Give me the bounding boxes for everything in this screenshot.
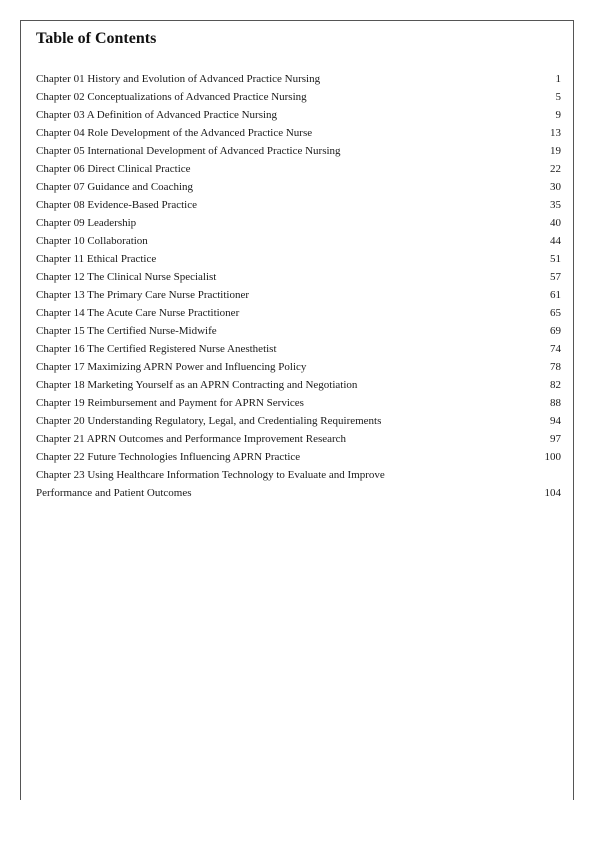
toc-entry[interactable]	[36, 358, 561, 376]
toc-entry-title: Chapter 03 A Definition of Advanced Practice Nursing	[36, 109, 278, 121]
toc-entry-title: Chapter 15 The Certified Nurse-Midwife	[36, 325, 217, 337]
toc-entry-page: 100	[544, 451, 561, 463]
toc-entry-page: 9	[555, 109, 561, 121]
toc-entry-page: 88	[550, 397, 561, 409]
toc-entry-title: Chapter 01 History and Evolution of Advanced Practice Nursing	[36, 73, 321, 85]
toc-entry[interactable]	[36, 250, 561, 268]
toc-entry[interactable]	[36, 178, 561, 196]
toc-entry-title: Chapter 20 Understanding Regulatory, Legal, and Credentialing Requirements	[36, 415, 382, 427]
toc-entry-title: Chapter 16 The Certified Registered Nurse Anesthetist	[36, 343, 277, 355]
toc-entry-title: Chapter 18 Marketing Yourself as an APRN Contracting and Negotiation	[36, 379, 358, 391]
toc-entry-title: Chapter 13 The Primary Care Nurse Practitioner	[36, 289, 250, 301]
toc-entry-page: 94	[550, 415, 561, 427]
toc-entry[interactable]	[36, 124, 561, 142]
toc-entry-page: 97	[550, 433, 561, 445]
toc-entry[interactable]	[36, 88, 561, 106]
toc-entry[interactable]	[36, 232, 561, 250]
toc-entry-title: Chapter 19 Reimbursement and Payment for APRN Services	[36, 397, 304, 409]
toc-entry-page: 51	[550, 253, 561, 265]
toc-entry-page: 1	[555, 73, 561, 85]
toc-entry[interactable]	[36, 448, 561, 466]
toc-entry-title: Chapter 12 The Clinical Nurse Specialist	[36, 271, 217, 283]
toc-entry-page: 82	[550, 379, 561, 391]
toc-entry-title: Chapter 08 Evidence-Based Practice	[36, 199, 197, 211]
toc-entry-page: 61	[550, 289, 561, 301]
toc-entry-page: 104	[544, 487, 561, 499]
toc-entry[interactable]	[36, 412, 561, 430]
toc-entry-title: Chapter 22 Future Technologies Influencing APRN Practice	[36, 451, 301, 463]
page-title: Table of Contents	[36, 30, 157, 47]
toc-entry[interactable]	[36, 340, 561, 358]
toc-entry-title: Chapter 10 Collaboration	[36, 235, 148, 247]
toc-entry-title: Chapter 11 Ethical Practice	[36, 253, 157, 265]
toc-entry-title: Chapter 14 The Acute Care Nurse Practitioner	[36, 307, 240, 319]
toc-entry[interactable]	[36, 286, 561, 304]
toc-entry[interactable]	[36, 70, 561, 88]
toc-entry-page: 40	[550, 217, 561, 229]
toc-entry[interactable]	[36, 322, 561, 340]
toc-entry-title: Chapter 23 Using Healthcare Information Technology to Evaluate and Improve Performance and Patient Outcomes	[36, 469, 385, 499]
toc-entry-title: Chapter 17 Maximizing APRN Power and Influencing Policy	[36, 361, 307, 373]
toc-entry-page: 5	[555, 91, 561, 103]
toc-entry[interactable]	[36, 376, 561, 394]
toc-entry-page: 74	[550, 343, 561, 355]
toc-entry-title: Chapter 02 Conceptualizations of Advanced Practice Nursing	[36, 91, 307, 103]
toc-entry[interactable]	[36, 394, 561, 412]
toc-entry[interactable]	[36, 466, 561, 502]
toc-entry-title: Chapter 09 Leadership	[36, 217, 137, 229]
toc-entry[interactable]	[36, 142, 561, 160]
toc-entry[interactable]	[36, 106, 561, 124]
toc-entry-page: 78	[550, 361, 561, 373]
toc-entry-page: 19	[550, 145, 561, 157]
toc-entry-title: Chapter 06 Direct Clinical Practice	[36, 163, 191, 175]
toc-entry-page: 22	[550, 163, 561, 175]
toc-entry-title: Chapter 05 International Development of Advanced Practice Nursing	[36, 145, 341, 157]
toc-entry-page: 13	[550, 127, 561, 139]
toc-entry-page: 30	[550, 181, 561, 193]
toc-entry-title: Chapter 04 Role Development of the Advanced Practice Nurse	[36, 127, 313, 139]
toc-list	[36, 70, 561, 502]
toc-entry-page: 35	[550, 199, 561, 211]
toc-entry[interactable]	[36, 214, 561, 232]
toc-entry[interactable]	[36, 430, 561, 448]
toc-entry-title: Chapter 21 APRN Outcomes and Performance Improvement Research	[36, 433, 347, 445]
toc-entry-page: 69	[550, 325, 561, 337]
toc-entry-page: 44	[550, 235, 561, 247]
toc-entry[interactable]	[36, 196, 561, 214]
toc-entry[interactable]	[36, 304, 561, 322]
toc-entry[interactable]	[36, 160, 561, 178]
toc-entry-title: Chapter 07 Guidance and Coaching	[36, 181, 194, 193]
toc-entry-page: 65	[550, 307, 561, 319]
toc-entry-page: 57	[550, 271, 561, 283]
toc-entry[interactable]	[36, 268, 561, 286]
